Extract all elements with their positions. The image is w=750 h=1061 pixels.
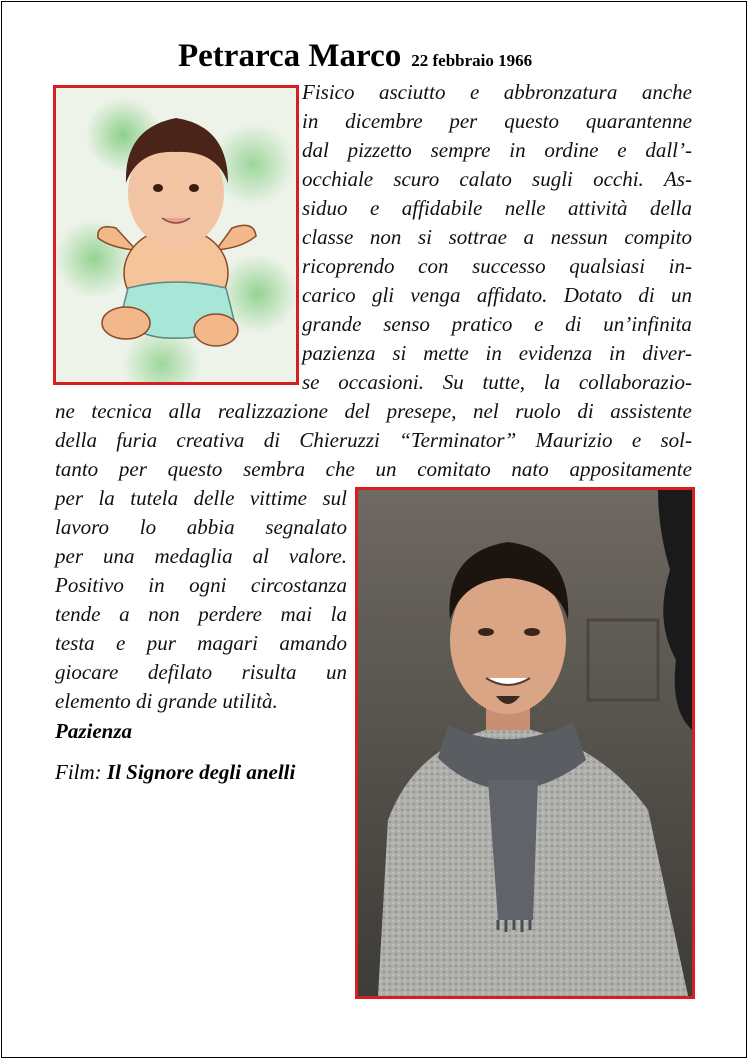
trait-label: Pazienza	[55, 719, 133, 743]
bio-line: Positivo in ogni circostanza	[55, 573, 347, 597]
page-title	[178, 38, 532, 75]
bio-line: della furia creativa di Chieruzzi “Terminator” Maurizio e sol-	[55, 428, 692, 452]
bio-line: se occasioni. Su tutte, la collaborazio-	[302, 370, 692, 394]
bio-line: carico gli venga affidato. Dotato di un	[302, 283, 692, 307]
favorite-film	[55, 760, 295, 785]
bio-line: dal pizzetto sempre in ordine e dall’-	[302, 138, 692, 162]
bio-line: per una medaglia al valore.	[55, 544, 347, 568]
child-caricature-photo	[53, 85, 299, 385]
bio-line: testa e pur magari amando	[55, 631, 347, 655]
film-label: Film:	[55, 760, 102, 784]
bio-line: classe non si sottrae a nessun compito	[302, 225, 692, 249]
bio-line: siduo e affidabile nelle attività della	[302, 196, 692, 220]
child-caricature-illustration	[56, 88, 296, 382]
bio-line: in dicembre per questo quarantenne	[302, 109, 692, 133]
bio-line: per la tutela delle vittime sul	[55, 486, 347, 510]
bio-line: ricoprendo con successo qualsiasi in-	[302, 254, 692, 278]
bio-line: occhiale scuro calato sugli occhi. As-	[302, 167, 692, 191]
bio-line: tanto per questo sembra che un comitato nato appositamente	[55, 457, 692, 481]
bio-line: grande senso pratico e di un’infinita	[302, 312, 692, 336]
bio-line: giocare defilato risulta un	[55, 660, 347, 684]
bio-line: Fisico asciutto e abbronzatura anche	[302, 80, 692, 104]
birth-date: 22 febbraio 1966	[411, 51, 533, 70]
adult-portrait-photo	[355, 487, 695, 999]
person-name: Petrarca Marco	[178, 38, 402, 74]
bio-line: lavoro lo abbia segnalato	[55, 515, 347, 539]
bio-line: ne tecnica alla realizzazione del presepe, nel ruolo di assistente	[55, 399, 692, 423]
bio-line: pazienza si mette in evidenza in diver-	[302, 341, 692, 365]
bio-line: elemento di grande utilità.	[55, 689, 278, 713]
film-title: Il Signore degli anelli	[106, 760, 296, 784]
portrait-illustration	[358, 490, 692, 996]
bio-line: tende a non perdere mai la	[55, 602, 347, 626]
